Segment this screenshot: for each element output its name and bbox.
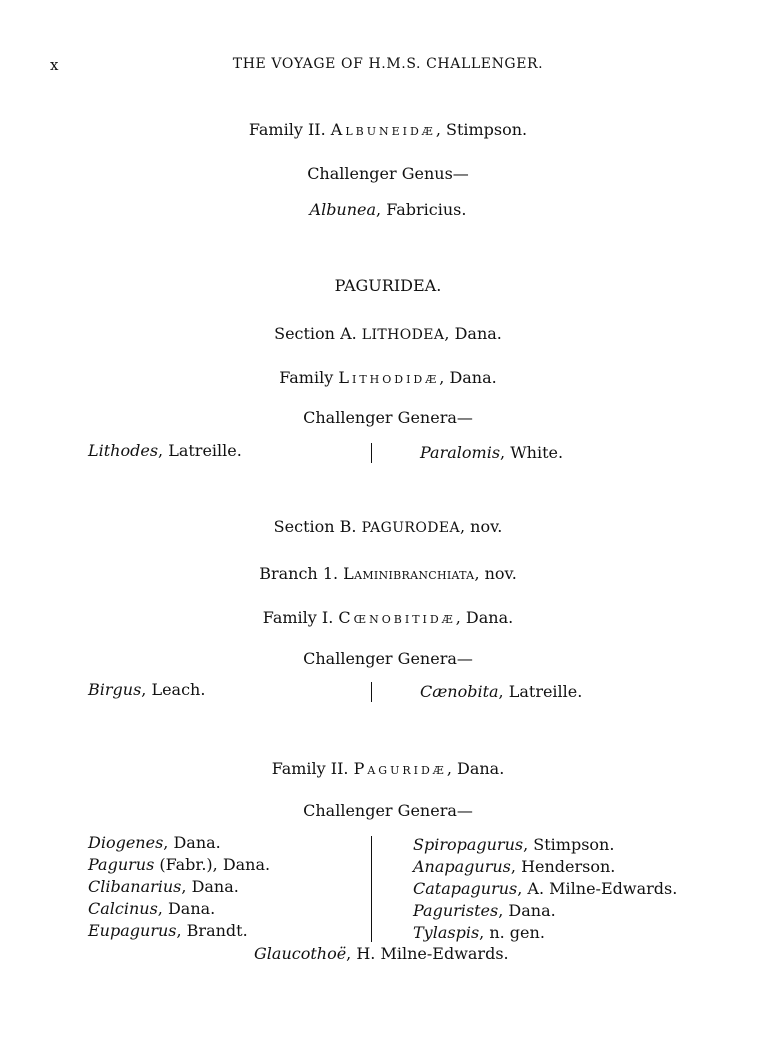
genus-author: , H. Milne-Edwards. bbox=[346, 944, 509, 963]
genus-author: , Dana. bbox=[181, 877, 239, 896]
genus-name: Cænobita bbox=[420, 682, 499, 701]
genus-name: Diogenes bbox=[88, 833, 164, 852]
section-name: LITHODEA bbox=[361, 327, 445, 343]
genus-author: , Dana. bbox=[163, 833, 221, 852]
family-suffix: , Dana. bbox=[439, 368, 497, 387]
family-name: Cœnobitidæ bbox=[338, 608, 456, 627]
genus-paralomis bbox=[420, 443, 563, 462]
family-prefix: Family II. bbox=[248, 120, 331, 139]
branch-name: Laminibranchiata bbox=[343, 564, 475, 583]
genus-name: Tylaspis bbox=[413, 923, 480, 942]
genus-diogenes bbox=[88, 832, 270, 854]
genus-pagurus bbox=[88, 854, 270, 876]
family-name: Lithodidæ bbox=[338, 368, 440, 387]
column-divider bbox=[371, 682, 372, 702]
section-prefix: Section B. bbox=[273, 517, 362, 536]
section-suffix: , Dana. bbox=[444, 324, 502, 343]
genus-author: (Fabr.), Dana. bbox=[154, 855, 271, 874]
genus-name: Lithodes bbox=[88, 441, 159, 460]
genus-name: Catapagurus bbox=[413, 879, 518, 898]
genus-calcinus bbox=[88, 898, 270, 920]
genus-eupagurus bbox=[88, 920, 270, 942]
genus-author: , Brandt. bbox=[176, 921, 248, 940]
genus-name: Pagurus bbox=[88, 855, 155, 874]
lithodidae-genera-heading: Challenger Genera— bbox=[303, 408, 473, 427]
genus-name: Spiropagurus bbox=[413, 835, 524, 854]
genus-author: , A. Milne-Edwards. bbox=[517, 879, 678, 898]
genus-name: Albunea bbox=[309, 200, 377, 219]
column-divider bbox=[371, 836, 372, 942]
column-divider bbox=[371, 443, 372, 463]
genus-name: Paralomis bbox=[420, 443, 501, 462]
genus-author: , Latreille. bbox=[158, 441, 242, 460]
family-coenobitidae-heading bbox=[0, 608, 776, 627]
genus-paguristes bbox=[413, 900, 677, 922]
family-paguridae-heading bbox=[0, 759, 776, 778]
genus-author: , Dana. bbox=[157, 899, 216, 918]
genus-catapagurus bbox=[413, 878, 677, 900]
coenobitidae-genera-heading: Challenger Genera— bbox=[303, 649, 473, 668]
section-a-heading bbox=[0, 324, 776, 343]
genus-author: , Stimpson. bbox=[523, 835, 615, 854]
section-suffix: , nov. bbox=[459, 517, 503, 536]
genus-author: , Dana. bbox=[498, 901, 556, 920]
genus-birgus bbox=[88, 680, 205, 699]
paguridae-right-column bbox=[413, 834, 677, 944]
family-prefix: Family I. bbox=[262, 608, 339, 627]
genus-name: Calcinus bbox=[88, 899, 158, 918]
family-suffix: , Dana. bbox=[446, 759, 505, 778]
genus-author: , n. gen. bbox=[479, 923, 545, 942]
genus-glaucothoe bbox=[254, 944, 509, 963]
branch-suffix: , nov. bbox=[474, 564, 517, 583]
genus-name: Paguristes bbox=[413, 901, 499, 920]
branch-1-heading bbox=[0, 564, 776, 583]
genus-anapagurus bbox=[413, 856, 677, 878]
page-number: x bbox=[50, 56, 59, 74]
genus-name: Eupagurus bbox=[88, 921, 177, 940]
family-name: Paguridæ bbox=[353, 759, 447, 778]
section-prefix: Section A. bbox=[274, 324, 362, 343]
genus-author: , Leach. bbox=[141, 680, 206, 699]
section-name: PAGURODEA bbox=[361, 520, 460, 536]
family-lithodidae-heading bbox=[0, 368, 776, 387]
paguridae-left-column bbox=[88, 832, 270, 942]
genus-albunea bbox=[0, 200, 776, 219]
genus-coenobita bbox=[420, 682, 582, 701]
genus-author: , Henderson. bbox=[510, 857, 616, 876]
family-name: Albuneidæ bbox=[330, 120, 436, 139]
genus-author: , Fabricius. bbox=[376, 200, 467, 219]
genus-clibanarius bbox=[88, 876, 270, 898]
genus-name: Anapagurus bbox=[413, 857, 511, 876]
genus-name: Clibanarius bbox=[88, 877, 182, 896]
branch-prefix: Branch 1. bbox=[259, 564, 344, 583]
family-prefix: Family bbox=[279, 368, 339, 387]
genus-author: , White. bbox=[500, 443, 564, 462]
genus-spiropagurus bbox=[413, 834, 677, 856]
genus-name: Glaucothoë bbox=[254, 944, 347, 963]
running-title: THE VOYAGE OF H.M.S. CHALLENGER. bbox=[232, 56, 544, 72]
genus-lithodes bbox=[88, 441, 242, 460]
albuneidae-genus-heading: Challenger Genus— bbox=[307, 164, 469, 183]
paguridae-genera-heading: Challenger Genera— bbox=[303, 801, 473, 820]
genus-name: Birgus bbox=[88, 680, 142, 699]
genus-author: , Latreille. bbox=[498, 682, 583, 701]
family-suffix: , Dana. bbox=[455, 608, 514, 627]
family-suffix: , Stimpson. bbox=[435, 120, 528, 139]
tribe-title: PAGURIDEA. bbox=[334, 276, 442, 295]
family-albuneidae-heading bbox=[0, 120, 776, 139]
genus-tylaspis bbox=[413, 922, 677, 944]
section-b-heading bbox=[0, 517, 776, 536]
family-prefix: Family II. bbox=[271, 759, 354, 778]
